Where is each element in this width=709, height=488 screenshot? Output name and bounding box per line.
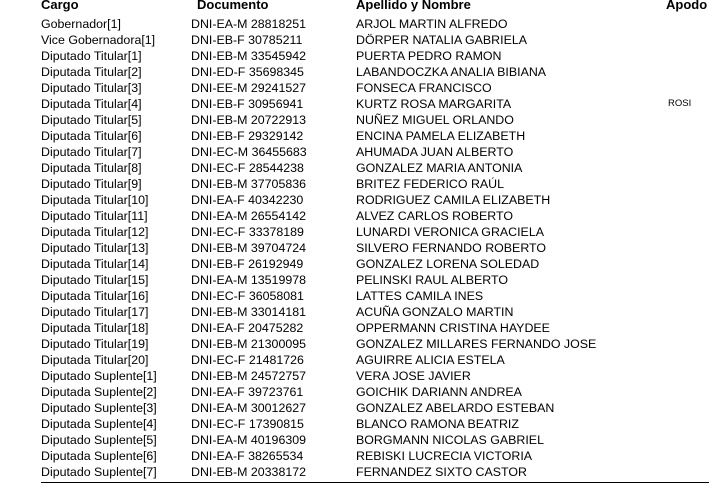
apellido-nombre-cell: ENCINA PAMELA ELIZABETH [356,129,526,143]
cargo-cell: Diputada Titular[10] [41,193,149,207]
apellido-nombre-cell: ACUÑA GONZALO MARTIN [356,305,514,319]
documento-cell: DNI-EB-M 24572757 [191,369,307,383]
cargo-cell: Diputada Suplente[6] [41,449,157,463]
apellido-nombre-cell: REBISKI LUCRECIA VICTORIA [356,449,533,463]
apellido-nombre-cell: BORGMANN NICOLAS GABRIEL [356,433,544,447]
documento-cell: DNI-EB-M 20338172 [191,465,307,479]
apellido-nombre-cell: AHUMADA JUAN ALBERTO [356,145,514,159]
table-row [0,80,709,96]
cargo-cell: Diputado Suplente[1] [41,369,157,383]
apellido-nombre-cell: BRITEZ FEDERICO RAÚL [356,177,505,191]
cargo-cell: Diputada Titular[18] [41,321,149,335]
documento-cell: DNI-EB-F 30956941 [191,97,304,111]
documento-cell: DNI-EB-M 20722913 [191,113,307,127]
apellido-nombre-cell: SILVERO FERNANDO ROBERTO [356,241,547,255]
apellido-nombre-cell: AGUIRRE ALICIA ESTELA [356,353,505,367]
documento-cell: DNI-EB-M 21300095 [191,337,307,351]
documento-cell: DNI-EA-F 20475282 [191,321,304,335]
table-row [0,112,709,128]
documento-cell: DNI-EA-F 38265534 [191,449,304,463]
table-row [0,400,709,416]
documento-cell: DNI-EA-M 40196309 [191,433,307,447]
documento-cell: DNI-EA-F 40342230 [191,193,304,207]
table-row [0,240,709,256]
cargo-cell: Diputado Suplente[7] [41,465,157,479]
documento-cell: DNI-EA-M 28818251 [191,17,307,31]
documento-cell: DNI-EB-F 30785211 [191,33,303,47]
documento-cell: DNI-EB-M 33545942 [191,49,307,63]
cargo-cell: Diputada Titular[2] [41,65,142,79]
table-row [0,336,709,352]
cargo-cell: Diputado Titular[9] [41,177,142,191]
table-row [0,48,709,64]
header-apellido-nombre: Apellido y Nombre [356,0,471,12]
apellido-nombre-cell: ARJOL MARTIN ALFREDO [356,17,508,31]
table-row [0,304,709,320]
table-row [0,224,709,240]
table-row [0,416,709,432]
cargo-cell: Diputado Titular[3] [41,81,142,95]
apellido-nombre-cell: FONSECA FRANCISCO [356,81,492,95]
cargo-cell: Diputado Titular[11] [41,209,148,223]
documento-cell: DNI-EB-M 37705836 [191,177,307,191]
table-row [0,144,709,160]
cargo-cell: Diputado Titular[17] [41,305,149,319]
documento-cell: DNI-ED-F 35698345 [191,65,304,79]
documento-cell: DNI-EC-F 17390815 [191,417,304,431]
table-row [0,256,709,272]
cargo-cell: Diputado Titular[15] [41,273,149,287]
apellido-nombre-cell: NUÑEZ MIGUEL ORLANDO [356,113,514,127]
table-row [0,208,709,224]
apellido-nombre-cell: VERA JOSE JAVIER [356,369,471,383]
documento-cell: DNI-EB-F 29329142 [191,129,304,143]
cargo-cell: Diputado Suplente[3] [41,401,157,415]
cargo-cell: Diputado Titular[13] [41,241,149,255]
table-row [0,384,709,400]
apellido-nombre-cell: LABANDOCZKA ANALIA BIBIANA [356,65,547,79]
cargo-cell: Diputado Titular[19] [41,337,149,351]
cargo-cell: Diputada Suplente[4] [41,417,157,431]
cargo-cell: Diputado Titular[7] [41,145,142,159]
cargo-cell: Diputada Suplente[2] [41,385,157,399]
header-apodo: Apodo [666,0,708,12]
bottom-divider [41,482,709,483]
cargo-cell: Gobernador[1] [41,17,121,31]
apellido-nombre-cell: KURTZ ROSA MARGARITA [356,97,512,111]
table-row [0,272,709,288]
apellido-nombre-cell: GONZALEZ LORENA SOLEDAD [356,257,540,271]
cargo-cell: Diputada Titular[8] [41,161,142,175]
apellido-nombre-cell: LATTES CAMILA INES [356,289,484,303]
apellido-nombre-cell: GOICHIK DARIANN ANDREA [356,385,522,399]
table-row [0,448,709,464]
apellido-nombre-cell: GONZALEZ MARIA ANTONIA [356,161,523,175]
apellido-nombre-cell: GONZALEZ ABELARDO ESTEBAN [356,401,555,415]
table-row [0,464,709,480]
apellido-nombre-cell: RODRIGUEZ CAMILA ELIZABETH [356,193,551,207]
documento-cell: DNI-EA-M 13519978 [191,273,307,287]
table-row [0,32,709,48]
apellido-nombre-cell: FERNANDEZ SIXTO CASTOR [356,465,527,479]
documento-cell: DNI-EC-M 36455683 [191,145,307,159]
apellido-nombre-cell: GONZALEZ MILLARES FERNANDO JOSE [356,337,597,351]
table-row [0,352,709,368]
cargo-cell: Diputado Suplente[5] [41,433,157,447]
candidate-rows [0,16,709,480]
table-row [0,320,709,336]
table-row [0,96,709,112]
apellido-nombre-cell: PUERTA PEDRO RAMON [356,49,502,63]
table-row [0,160,709,176]
cargo-cell: Diputada Titular[4] [41,97,142,111]
apellido-nombre-cell: BLANCO RAMONA BEATRIZ [356,417,519,431]
documento-cell: DNI-EC-F 21481726 [191,353,304,367]
cargo-cell: Diputado Titular[5] [41,113,142,127]
cargo-cell: Diputado Titular[1] [41,49,142,63]
apodo-cell: ROSI [668,98,692,109]
cargo-cell: Diputada Titular[16] [41,289,149,303]
documento-cell: DNI-EB-M 33014181 [191,305,307,319]
table-row [0,64,709,80]
table-row [0,16,709,32]
header-cargo: Cargo [41,0,79,12]
apellido-nombre-cell: ALVEZ CARLOS ROBERTO [356,209,513,223]
documento-cell: DNI-EB-M 39704724 [191,241,307,255]
table-row [0,128,709,144]
header-documento: Documento [197,0,269,12]
table-row [0,432,709,448]
cargo-cell: Vice Gobernadora[1] [41,33,156,47]
table-row [0,288,709,304]
documento-cell: DNI-EC-F 33378189 [191,225,304,239]
documento-cell: DNI-EA-M 30012627 [191,401,307,415]
cargo-cell: Diputada Titular[6] [41,129,142,143]
documento-cell: DNI-EC-F 36058081 [191,289,304,303]
documento-cell: DNI-EE-M 29241527 [191,81,307,95]
table-row [0,176,709,192]
cargo-cell: Diputada Titular[14] [41,257,149,271]
cargo-cell: Diputada Titular[20] [41,353,149,367]
table-row [0,368,709,384]
cargo-cell: Diputada Titular[12] [41,225,149,239]
documento-cell: DNI-EC-F 28544238 [191,161,304,175]
documento-cell: DNI-EB-F 26192949 [191,257,304,271]
apellido-nombre-cell: DÖRPER NATALIA GABRIELA [356,33,527,47]
apellido-nombre-cell: PELINSKI RAUL ALBERTO [356,273,508,287]
table-row [0,192,709,208]
apellido-nombre-cell: OPPERMANN CRISTINA HAYDEE [356,321,550,335]
documento-cell: DNI-EA-F 39723761 [191,385,304,399]
documento-cell: DNI-EA-M 26554142 [191,209,307,223]
table-header [0,0,709,13]
apellido-nombre-cell: LUNARDI VERONICA GRACIELA [356,225,544,239]
